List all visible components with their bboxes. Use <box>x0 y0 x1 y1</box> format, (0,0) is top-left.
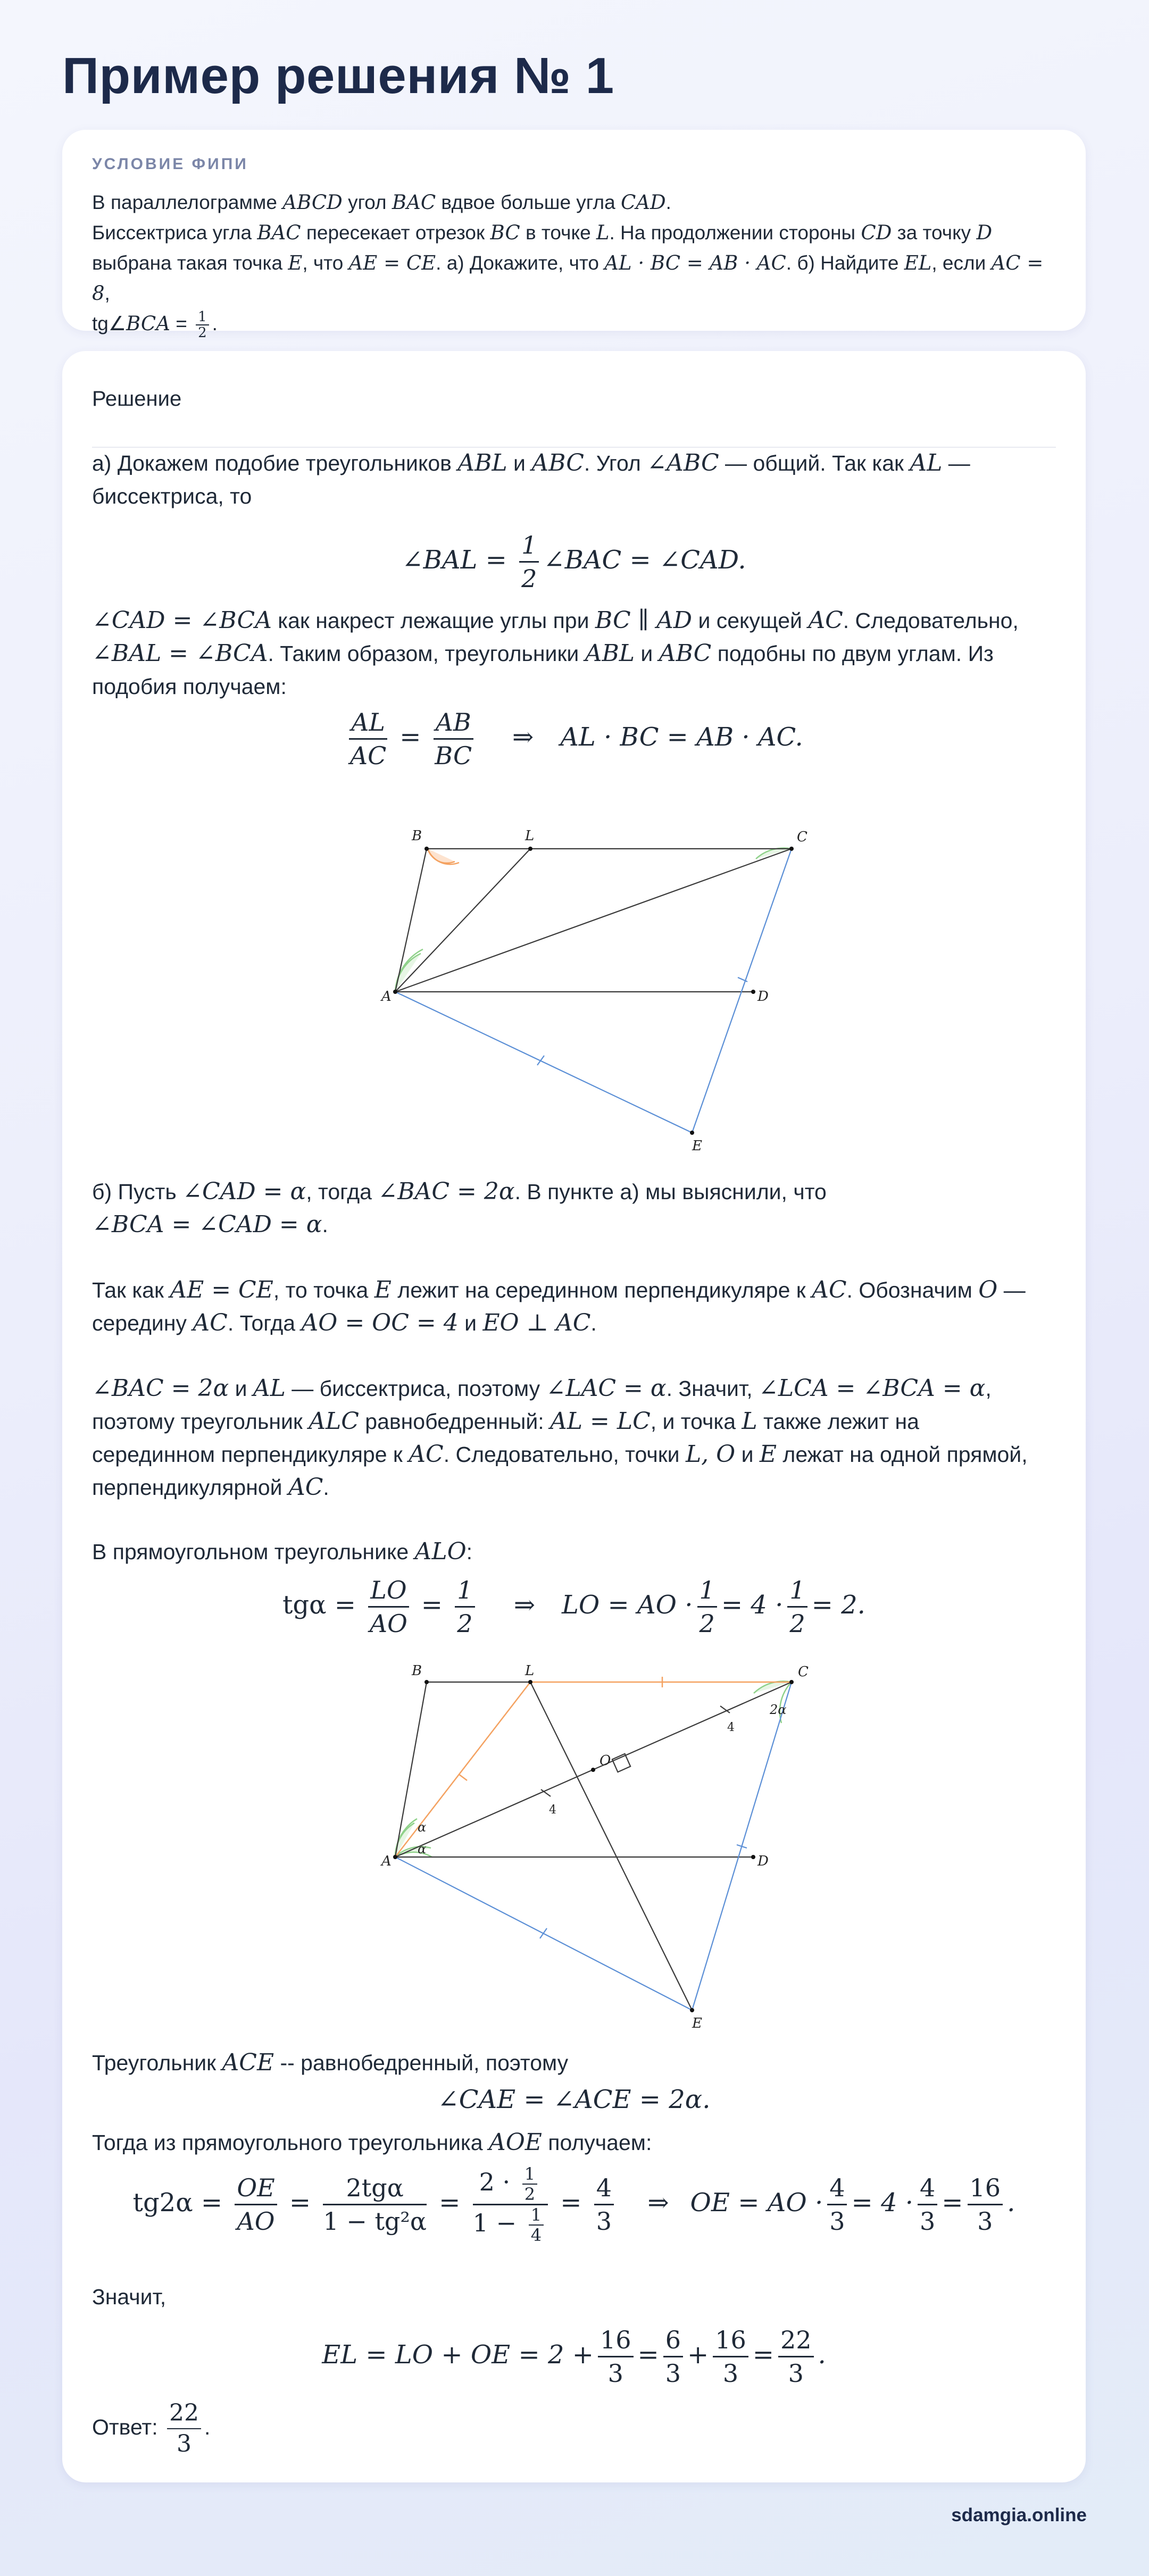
fig1-label-B: B <box>412 828 422 844</box>
fig1-label-D: D <box>757 989 769 1005</box>
solution-paragraph-2: ∠CAD = ∠BCA как накрест лежащие углы при BC ∥ AD и секущей AC. Следовательно, ∠BAL = ∠BCA. Таким образом, треугольники ABL и ABC подобны по двум углам. Из подобия получаем: <box>92 607 1019 699</box>
solution-paragraph-4: Так как AE = CE, то точка E лежит на серединном перпендикуляре к AC. Обозначим O — середину AC. Тогда AO = OC = 4 и EO ⊥ AC. <box>92 1276 1026 1336</box>
fig2-label-B: B <box>412 1663 422 1679</box>
equation-proportion: $\frac{AL}{AC}$ = $\frac{AB}{BC}$ ⇒ AL · BC = AB · AC. <box>62 706 1086 772</box>
task-fraction-half: $\frac{1}{2}$ <box>196 310 209 340</box>
equation-tg-2alpha: tg2α = $\frac{OE}{AO}$ = $\frac{\text{2tgα}}{\text{1 − tg²α}}$ = 2 · $\frac{1}{2}$ 1 − $\frac{1}{4}$ = $\frac{4}{3}$ ⇒ OE = AO · $\frac{4}{3}$ = 4 · $\frac{4}{3}$ = $\frac{16}{3}$ . <box>132 2164 1015 2245</box>
task-caption: УСЛОВИЕ ФИПИ <box>92 155 248 173</box>
fig2-label-D: D <box>757 1853 769 1869</box>
task-text: В параллелограмме ABCD угол BAC вдвое больше угла CAD. Биссектриса угла BAC пересекает отрезок BC в точке L. На продолжении стороны CD за точку D выбрана такая точка E, что AE = CE. а) Докажите, что AL · BC = AB · AC. б) Найдите EL, если AC = 8, tg∠BCA = $\frac{1}{2}$ . <box>92 191 1044 341</box>
solution-heading: Решение <box>92 351 1056 448</box>
equation-cae: ∠CAE = ∠ACE = 2α. <box>437 2085 711 2114</box>
solution-paragraph-3: б) Пусть ∠CAD = α, тогда ∠BAC = 2α. В пункте а) мы выяснили, что ∠BCA = ∠CAD = α. <box>92 1178 827 1238</box>
fig2-orange-lines <box>395 1677 792 1857</box>
fig1-blue-lines <box>395 849 792 1133</box>
solution-paragraph-9: Значит, <box>92 2285 166 2309</box>
fig2-label-L: L <box>525 1663 535 1679</box>
fig2-label-E: E <box>692 2015 702 2031</box>
fig1-label-C: C <box>797 829 807 845</box>
fig1-point-labels <box>380 828 807 1154</box>
solution-paragraph-1: а) Докажем подобие треугольников ABL и ABC. Угол ∠ABC — общий. Так как AL — биссектриса, то <box>92 449 970 508</box>
solution-paragraph-7: Треугольник ACE -- равнобедренный, поэтому <box>92 2049 569 2076</box>
page-title: Пример решения № 1 <box>62 47 614 104</box>
equation-el: EL = LO + OE = 2 + $\frac{16}{3}$ = $\frac{6}{3}$ + $\frac{16}{3}$ = $\frac{22}{3}$ . <box>62 2324 1086 2389</box>
footer-brand: sdamgia.online <box>951 2505 1087 2525</box>
figure-parallelogram-1 <box>381 792 871 1154</box>
fig2-label-alpha-2: α <box>418 1842 427 1856</box>
solution-paragraph-6: В прямоугольном треугольнике ALO: <box>92 1538 473 1565</box>
solution-card <box>62 351 1086 2482</box>
solution-paragraph-5: ∠BAC = 2α и AL — биссектриса, поэтому ∠LAC = α. Значит, ∠LCA = ∠BCA = α, поэтому треугольник ALC равнобедренный: AL = LC, и точка L также лежит на серединном перпендикуляре к AC. Следовательно, точки L, O и E лежат на одной прямой, перпендикулярной AC. <box>92 1375 1028 1501</box>
fig2-label-C: C <box>798 1664 809 1680</box>
fig2-label-four-2: 4 <box>727 1721 735 1734</box>
equation-tg-alpha: tgα = $\frac{LO}{AO}$ = $\frac{1}{2}$ ⇒ LO = AO · $\frac{1}{2}$ = 4 · $\frac{1}{2}$ = 2. <box>62 1574 1086 1640</box>
fig1-lines <box>395 849 792 992</box>
fig2-label-alpha-1: α <box>418 1820 427 1835</box>
equation-bal: ∠BAL = $\frac{1}{2}$ ∠BAC = ∠CAD. <box>62 529 1086 595</box>
fig1-points <box>393 847 794 1135</box>
fig1-label-A: A <box>381 989 392 1005</box>
fig2-label-A: A <box>381 1853 392 1869</box>
solution-paragraph-8: Тогда из прямоугольного треугольника AOE получаем: <box>92 2129 652 2156</box>
fig1-label-L: L <box>525 828 535 844</box>
fig2-label-O: O <box>600 1753 611 1769</box>
fig2-label-four-1: 4 <box>549 1803 556 1817</box>
fig2-label-two-alpha: 2α <box>770 1702 787 1717</box>
answer: Ответ: $\frac{22}{3}$ . <box>92 2399 211 2457</box>
task-card <box>62 130 1086 341</box>
figure-parallelogram-2 <box>381 1659 871 2031</box>
fig1-label-E: E <box>692 1138 702 1154</box>
